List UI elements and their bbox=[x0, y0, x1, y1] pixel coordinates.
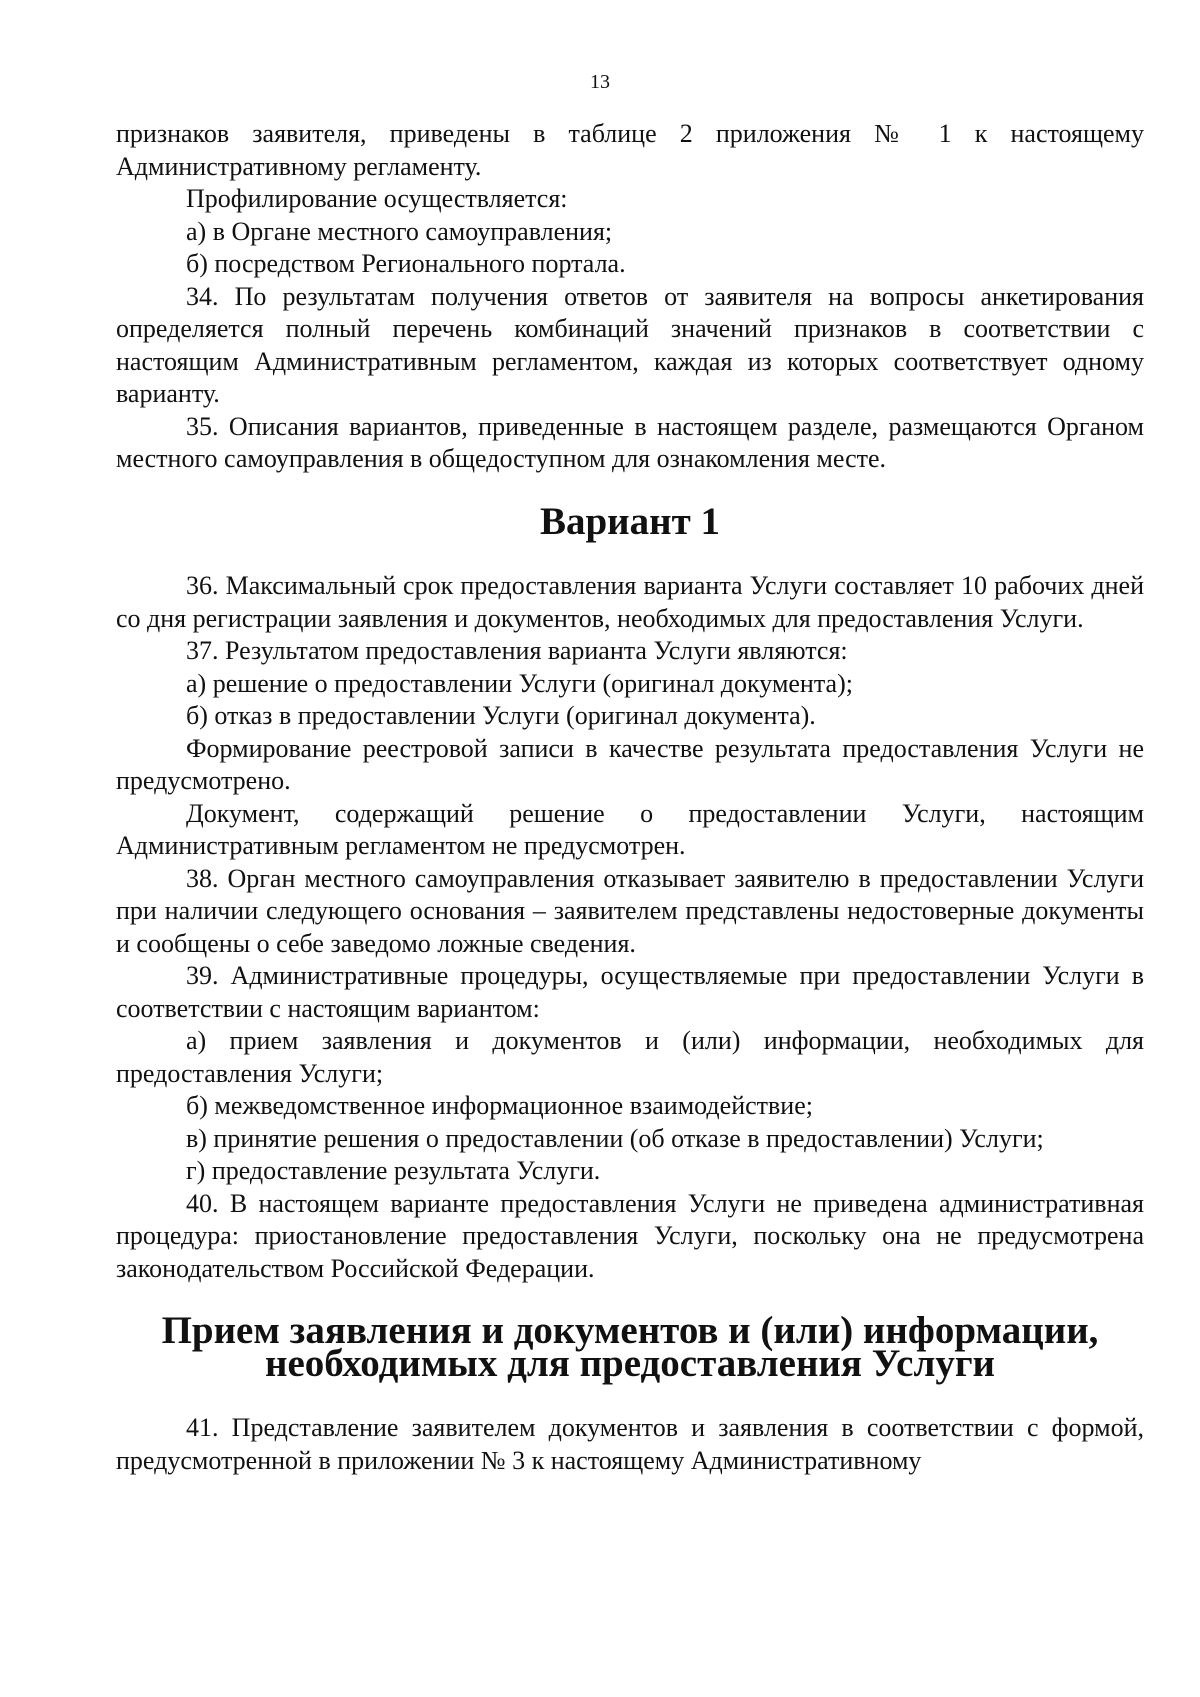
list-item-b: б) отказ в предоставлении Услуги (оригинал документа). bbox=[186, 701, 816, 730]
paragraph-37: 37. Результатом предоставления варианта Услуги являются: bbox=[186, 636, 848, 665]
list-item-b: б) посредством Регионального портала. bbox=[186, 249, 626, 278]
list-item-a: а) прием заявления и документов и (или) информации, необходимых для предоставления Услуги; bbox=[116, 1026, 1144, 1088]
paragraph-35: 35. Описания вариантов, приведенные в настоящем разделе, размещаются Органом местного самоуправления в общедоступном для ознакомления месте. bbox=[116, 411, 1144, 473]
paragraph-34: 34. По результатам получения ответов от заявителя на вопросы анкетирования определяется полный перечень комбинаций значений признаков в соответствии с настоящим Административным регламентом, каждая из которых соответствует одному варианту. bbox=[116, 281, 1144, 408]
paragraph-41: 41. Представление заявителем документов и заявления в соответствии с формой, предусмотренной в приложении № 3 к настоящему Административному bbox=[116, 1413, 1144, 1475]
list-item-a: а) решение о предоставлении Услуги (оригинал документа); bbox=[186, 668, 853, 698]
paragraph-registry-record: Формирование реестровой записи в качестве результата предоставления Услуги не предусмотрено. bbox=[116, 733, 1144, 795]
list-item-v: в) принятие решения о предоставлении (об отказе в предоставлении) Услуги; bbox=[186, 1123, 1044, 1153]
paragraph-profiling: Профилирование осуществляется: bbox=[186, 184, 568, 213]
paragraph-decision-document: Документ, содержащий решение о предоставлении Услуги, настоящим Административным регламентом не предусмотрен. bbox=[116, 798, 1144, 860]
section-heading-application-intake: Прием заявления и документов и (или) информации, необходимых для предоставления Услуги bbox=[161, 1309, 1099, 1385]
page-number: 13 bbox=[590, 71, 610, 93]
document-body bbox=[116, 118, 1144, 1477]
list-item-a: а) в Органе местного самоуправления; bbox=[186, 216, 613, 246]
section-heading-variant-1: Вариант 1 bbox=[539, 499, 721, 543]
paragraph-39: 39. Административные процедуры, осуществляемые при предоставлении Услуги в соответствии с настоящим вариантом: bbox=[116, 961, 1144, 1023]
paragraph-38: 38. Орган местного самоуправления отказывает заявителю в предоставлении Услуги при наличии следующего основания – заявителем представлены недостоверные документы и сообщены о себе заведомо ложные сведения. bbox=[116, 863, 1144, 958]
paragraph-36: 36. Максимальный срок предоставления варианта Услуги составляет 10 рабочих дней со дня регистрации заявления и документов, необходимых для предоставления Услуги. bbox=[116, 571, 1144, 633]
paragraph-continuation: признаков заявителя, приведены в таблице 2 приложения № 1 к настоящему Административному регламенту. bbox=[116, 119, 1144, 181]
paragraph-40: 40. В настоящем варианте предоставления Услуги не приведена административная процедура: приостановление предоставления Услуги, поскольку она не предусмотрена законодательством Российской Федерации. bbox=[116, 1188, 1144, 1283]
list-item-g: г) предоставление результата Услуги. bbox=[186, 1156, 601, 1185]
list-item-b: б) межведомственное информационное взаимодействие; bbox=[186, 1091, 813, 1120]
